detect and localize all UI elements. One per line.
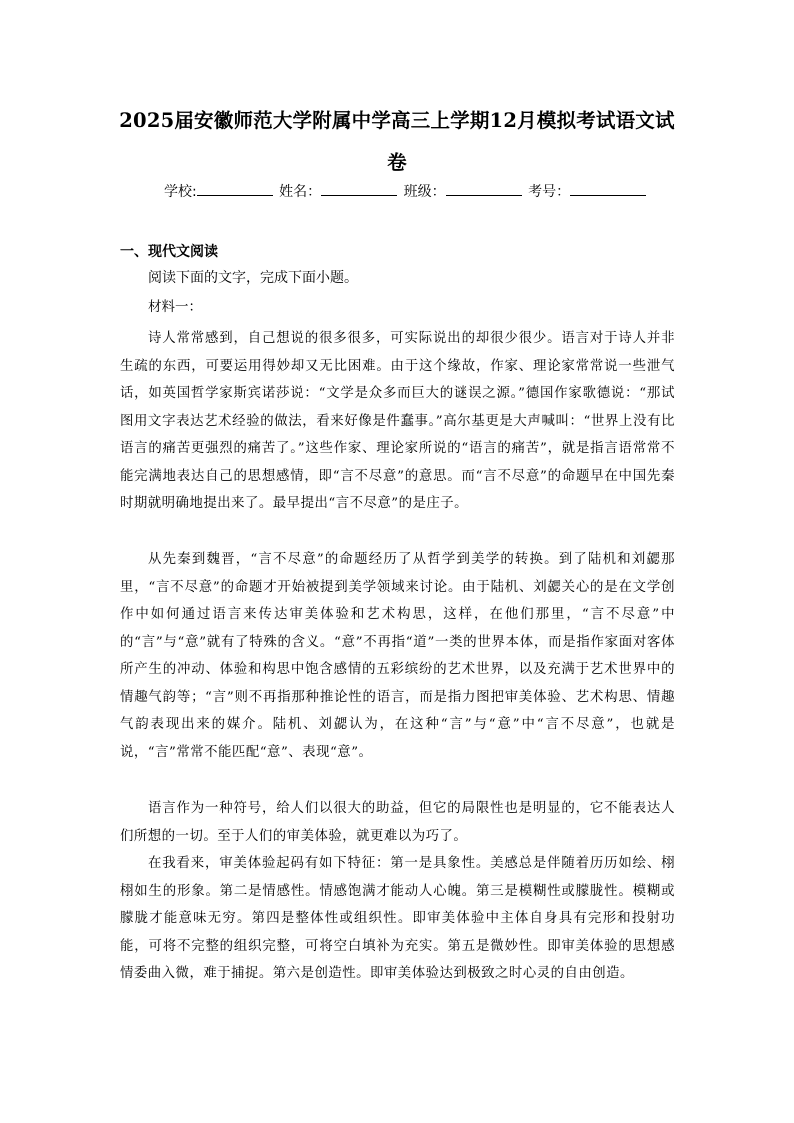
exam-number-blank[interactable] (570, 180, 646, 196)
school-blank[interactable] (197, 180, 273, 196)
class-blank[interactable] (446, 180, 522, 196)
name-label: 姓名： (279, 184, 322, 200)
document-title: 2025届安徽师范大学附属中学高三上学期12月模拟考试语文试卷 (119, 109, 675, 174)
section-instruction: 阅读下面的文字，完成下面小题。 (148, 270, 358, 286)
material-label: 材料一： (148, 299, 202, 315)
paragraph: 从先秦到魏晋，“言不尽意”的命题经历了从哲学到美学的转换。到了陆机和刘勰那里，“言不尽意”的命题才开始被提到美学领域来讨论。由于陆机、刘勰关心的是在文学创作中如何通过语言来传达审美体验和艺术构思，这样，在他们那里，“言不尽意”中的“言”与“意”就有了特殊的含义。“意”不再指“道”一类的世界本体，而是指作家面对客体所产生的冲动、体验和构思中饱含感情的五彩缤纷的艺术世界，以及充满于艺术世界中的情趣气韵等；“言”则不再指那种推论性的语言，而是指力图把审美体验、艺术构思、情趣气韵表现出来的媒介。陆机、刘勰认为，在这种“言”与“意”中“言不尽意”，也就是说，“言”常常不能匹配“意”、表现“意”。 (120, 552, 675, 760)
paragraph: 语言作为一种符号，给人们以很大的助益，但它的局限性也是明显的，它不能表达人们所想的一切。至于人们的审美体验，就更难以为巧了。 (120, 801, 675, 844)
name-blank[interactable] (321, 180, 397, 196)
class-label: 班级： (403, 184, 446, 200)
exam-number-label: 考号： (528, 184, 571, 200)
paragraph: 诗人常常感到，自己想说的很多很多，可实际说出的却很少很少。语言对于诗人并非生疏的东西，可要运用得妙却又无比困难。由于这个缘故，作家、理论家常常说一些泄气话，如英国哲学家斯宾诺莎说：“文学是众多而巨大的谜误之源。”德国作家歌德说：“那试图用文字表达艺术经验的做法，看来好像是件蠢事。”高尔基更是大声喊叫：“世界上没有比语言的痛苦更强烈的痛苦了。”这些作家、理论家所说的“语言的痛苦”，就是指言语常常不能完满地表达自己的思想感情，即“言不尽意”的意思。而“言不尽意”的命题早在中国先秦时期就明确地提出来了。最早提出“言不尽意”的是庄子。 (120, 331, 675, 511)
paragraph: 在我看来，审美体验起码有如下特征：第一是具象性。美感总是伴随着历历如绘、栩栩如生的形象。第二是情感性。情感饱满才能动人心魄。第三是模糊性或朦胧性。模糊或朦胧才能意味无穷。第四是整体性或组织性。即审美体验中主体自身具有完形和投射功能，可将不完整的组织完整，可将空白填补为充实。第五是微妙性。即审美体验的思想感情委曲入微，难于捕捉。第六是创造性。即审美体验达到极致之时心灵的自由创造。 (120, 856, 675, 981)
student-info-row (164, 180, 648, 202)
school-label: 学校: (164, 184, 197, 200)
section-heading: 一、现代文阅读 (120, 244, 218, 260)
